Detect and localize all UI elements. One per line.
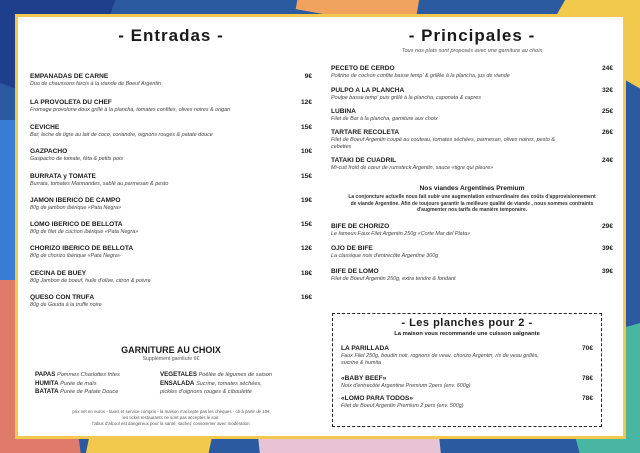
garniture-option: ENSALADA Sucrine, tomates séchées, bbox=[160, 379, 262, 387]
item-name: LOMO IBERICO DE BELLOTA bbox=[30, 221, 123, 228]
item-price: 39€ bbox=[601, 268, 613, 275]
item-price: 25€ bbox=[601, 108, 613, 115]
planches-box bbox=[332, 313, 602, 427]
item-desc: Filet de Bar à la plancha, garniture aux choix bbox=[331, 116, 438, 122]
item-desc: 80g de jambon ibérique «Pata Negra» bbox=[30, 205, 122, 211]
item-desc: La classique noix d'entrecôte Argentine 300g bbox=[331, 253, 439, 259]
note-line: l'abus d'alcool est dangereux pour la santé, sachez consommer avec modération bbox=[92, 420, 250, 426]
item-desc: Poulpe basse temp' puis grillé à la plancha, caponata & capres bbox=[331, 95, 481, 101]
item-price: 32€ bbox=[601, 87, 613, 94]
planches-title: - Les planches pour 2 - bbox=[401, 317, 533, 329]
item-price: 70€ bbox=[581, 345, 593, 352]
item-name: PECETO DE CERDO bbox=[331, 65, 395, 72]
item-desc: Mi-cuit froid de cœur de rumsteck Argentin, sauce «tigre qui pleure» bbox=[331, 165, 494, 171]
item-name: GAZPACHO bbox=[30, 148, 68, 155]
item-name: PULPO A LA PLANCHA bbox=[331, 87, 405, 94]
item-price: 12€ bbox=[300, 99, 312, 106]
item-price: 78€ bbox=[581, 395, 593, 402]
menu-item bbox=[341, 345, 593, 367]
note-line: les ticket restaurants ne sont pas acceptés le soir. bbox=[122, 414, 220, 420]
item-name: QUESO CON TRUFA bbox=[30, 294, 95, 301]
item-desc: 80g de chorizo ibérique «Pata Negra» bbox=[30, 253, 121, 259]
menu-item bbox=[341, 395, 593, 410]
item-desc: Faux Filet 250g, boudin noir, rognons de veau, chorizo Argentin, ris de veau grillés, sucrine & humita bbox=[341, 353, 539, 366]
item-desc: Burrata, tomates Marmandes, sablé au parmesan & pesto bbox=[30, 181, 169, 187]
item-name: OJO DE BIFE bbox=[331, 245, 373, 252]
planches-subtitle: La maison vous recommande une cuisson saignante bbox=[394, 331, 540, 337]
item-price: 15€ bbox=[300, 124, 312, 131]
item-desc: 80g Jambon de boeuf, huile d'olive, citron & poivre bbox=[30, 278, 151, 284]
item-price: 24€ bbox=[601, 157, 613, 164]
item-price: 10€ bbox=[300, 148, 312, 155]
item-desc: Bar, leche de tigre au lait de coco, coriandre, oignons rouges & patate douce bbox=[30, 132, 213, 138]
item-name: TATAKI DE CUADRIL bbox=[331, 157, 397, 164]
item-price: 16€ bbox=[300, 294, 312, 301]
principales-column bbox=[331, 17, 613, 409]
item-price: 19€ bbox=[300, 197, 312, 204]
menu-item bbox=[30, 173, 312, 188]
menu-item bbox=[30, 148, 312, 163]
menu-item bbox=[331, 108, 613, 123]
item-desc: Poitrine de cochon confite basse temp' & grillée à la plancha, jus de viande bbox=[331, 73, 510, 79]
menu-item bbox=[331, 157, 613, 172]
principales-subtitle: Tous nos plats sont proposés avec une garniture au choix bbox=[401, 48, 543, 54]
menu-item bbox=[331, 65, 613, 80]
item-price: 26€ bbox=[601, 129, 613, 136]
menu-item bbox=[30, 270, 312, 285]
item-name: LA PARILLADA bbox=[341, 345, 389, 352]
menu-item bbox=[30, 294, 312, 309]
entradas-title: - Entradas - bbox=[118, 26, 224, 45]
principales-title: - Principales - bbox=[408, 26, 536, 45]
argentines-section bbox=[331, 185, 613, 214]
garniture-option: HUMITA Purée de maïs bbox=[35, 379, 97, 387]
menu-item bbox=[30, 99, 312, 114]
legal-notes bbox=[30, 409, 312, 427]
menu-item bbox=[30, 124, 312, 139]
item-price: 15€ bbox=[300, 221, 312, 228]
item-desc: Filet de Boeuf Argentin coupé au couteau, tomates séchées, parmesan, olives noires, pesto & cebettes bbox=[331, 137, 555, 150]
item-price: 12€ bbox=[300, 245, 312, 252]
item-name: LUBINA bbox=[331, 108, 356, 115]
item-desc: Le fameux Faux Filet Argentin 250g «Corte Mar del Plata» bbox=[331, 231, 471, 237]
garniture-option: BATATA Purée de Patate Douce bbox=[35, 388, 119, 396]
item-price: 15€ bbox=[300, 173, 312, 180]
item-desc: Filet de Boeuf Argentin Premium 2 pers (env. 500g) bbox=[341, 403, 464, 409]
garniture-option: pickles d'oignons rouges & ciboulette bbox=[160, 389, 252, 396]
item-desc: 80g de Gouda à la truffe noire bbox=[30, 302, 102, 308]
item-name: TARTARE RECOLETA bbox=[331, 129, 400, 136]
menu-item bbox=[331, 87, 613, 102]
menu-item bbox=[30, 245, 312, 260]
item-name: LA PROVOLETA DU CHEF bbox=[30, 99, 112, 106]
item-name: EMPANADAS DE CARNE bbox=[30, 73, 109, 80]
item-price: 18€ bbox=[300, 270, 312, 277]
item-name: CECINA DE BUEY bbox=[30, 270, 87, 277]
menu-item bbox=[341, 375, 593, 390]
garniture-option: VEGETALES Poêlée de légumes de saison bbox=[160, 371, 272, 378]
item-name: JAMON IBERICO DE CAMPO bbox=[30, 197, 121, 204]
menu-item bbox=[331, 129, 613, 151]
menu-item bbox=[331, 223, 613, 238]
garniture-section bbox=[30, 345, 312, 427]
item-name: BIFE DE LOMO bbox=[331, 268, 379, 275]
item-price: 39€ bbox=[601, 245, 613, 252]
item-desc: Fromage provolone doux grillé à la plancha, tomates confites, olives noires & origan bbox=[30, 107, 231, 113]
item-desc: Filet de Boeuf Argentin 250g, extra tendre & fondant bbox=[331, 276, 456, 282]
menu-item bbox=[331, 268, 613, 283]
item-name: BIFE DE CHORIZO bbox=[331, 223, 390, 230]
argentines-title: Nos viandes Argentines Premium bbox=[419, 185, 525, 192]
menu-item bbox=[331, 245, 613, 260]
garniture-option: PAPAS Pommes Charlottes frites bbox=[35, 371, 120, 378]
item-name: «BABY BEEF» bbox=[341, 375, 387, 382]
garniture-title: GARNITURE AU CHOIX bbox=[121, 345, 221, 355]
menu-item bbox=[30, 73, 312, 88]
item-desc: Gaspacho de tomate, féta & petits pois bbox=[30, 156, 123, 162]
garniture-right-list bbox=[160, 371, 310, 397]
item-name: CHORIZO IBERICO DE BELLOTA bbox=[30, 245, 134, 252]
item-price: 78€ bbox=[581, 375, 593, 382]
menu-item bbox=[30, 221, 312, 236]
garniture-left-list bbox=[35, 371, 160, 397]
item-name: «LOMO PARA TODOS» bbox=[341, 395, 414, 402]
menu-page bbox=[15, 14, 626, 439]
item-name: BURRATA y TOMATE bbox=[30, 173, 96, 180]
menu-item bbox=[30, 197, 312, 212]
item-name: CEVICHE bbox=[30, 124, 60, 131]
entradas-column bbox=[30, 17, 312, 426]
argentines-notice: La conjoncture actuelle nous fait subir une augmentation extraordinaire des coûts d'approvisionnement de viande Argentine. Afin de toujours garantir la meilleure qualité de viande , nous sommes contraints d'augmenter nos tarifs de manière temporaire. bbox=[348, 194, 596, 213]
note-line: prix net en euros - taxes et service compris - la maison n'accepte pas les chèques - cb à partir de 10€ bbox=[72, 409, 270, 414]
item-price: 9€ bbox=[304, 73, 312, 80]
item-desc: 80g de filet de cochon ibérique «Pata Negra» bbox=[30, 229, 139, 235]
item-price: 24€ bbox=[601, 65, 613, 72]
item-price: 29€ bbox=[601, 223, 613, 230]
garniture-subtitle: Supplément garniture 6€ bbox=[142, 356, 200, 362]
item-desc: Noix d'entrecôte Argentine Premium 2pers (env. 600g) bbox=[341, 383, 471, 389]
item-desc: Duo de chaussons farcis à la viande de Boeuf Argentin bbox=[30, 81, 162, 87]
